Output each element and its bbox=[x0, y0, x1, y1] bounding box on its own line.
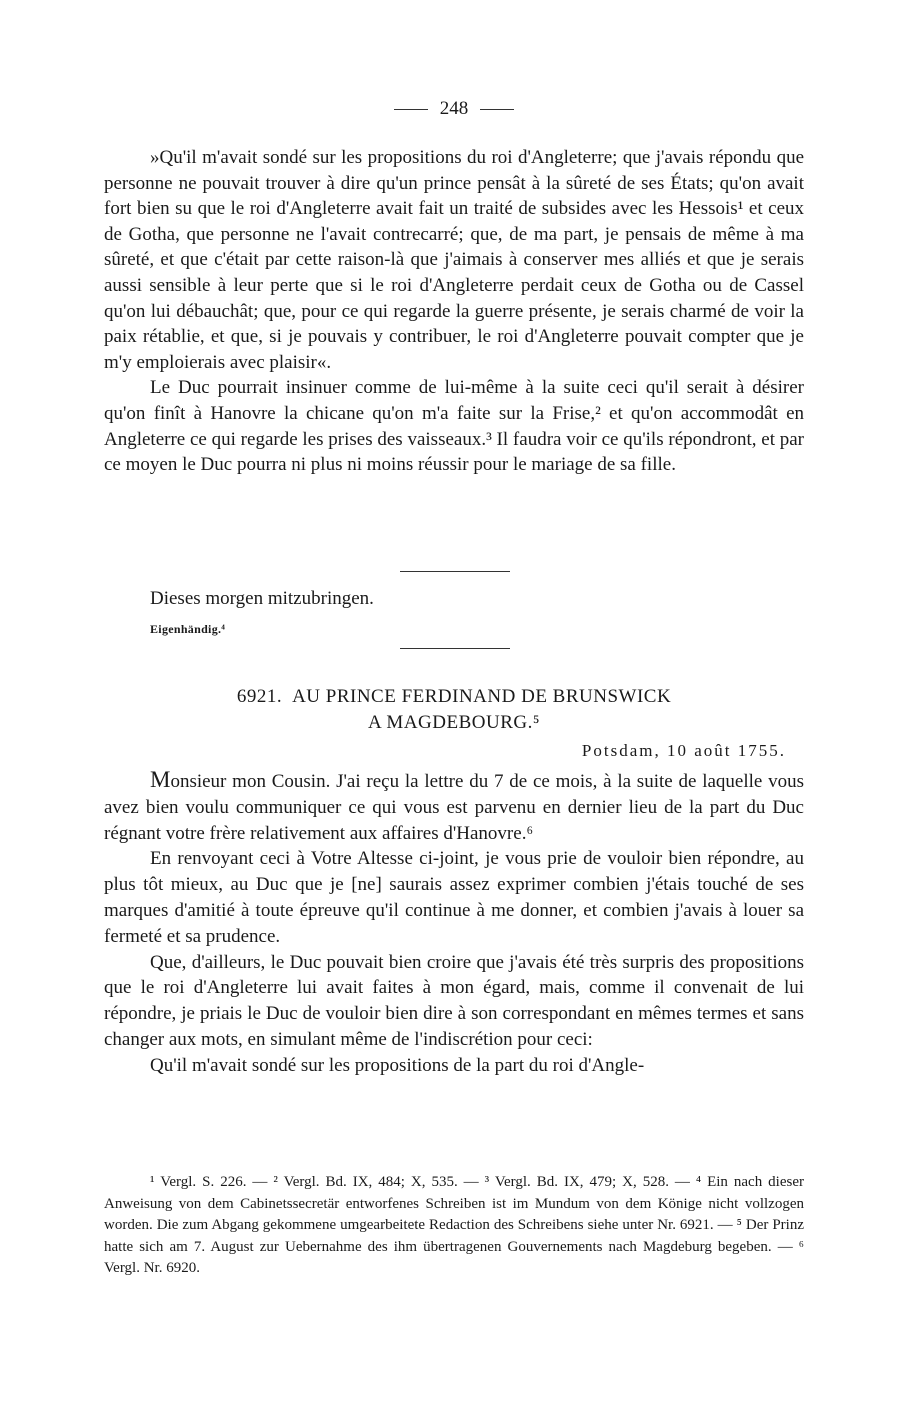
letter-heading bbox=[174, 684, 734, 736]
postscript: Dieses morgen mitzubringen. bbox=[150, 588, 374, 609]
heading-line-1: AU PRINCE FERDINAND DE BRUNSWICK bbox=[292, 686, 672, 707]
page-number: 248 bbox=[439, 98, 469, 119]
paragraph: En renvoyant ceci à Votre Altesse ci-joint, je vous prie de vouloir bien répondre, au plus tôt mieux, au Duc que je [ne] saurais assez exprimer combien j'étais touché de ses marques d'amitié à toute épreuve qu'il continue à me donner, et combien j'avais à louer sa fermeté et sa prudence. bbox=[104, 848, 804, 947]
heading-line-2: A MAGDEBOURG.⁵ bbox=[368, 712, 540, 733]
footnotes bbox=[104, 1172, 804, 1280]
paragraph-text: onsieur mon Cousin. J'ai reçu la lettre du 7 de ce mois, à la suite de laquelle vous avez bien voulu communiquer ce qui vous est parvenu en dernier lieu de la part du Duc régnant votre frère relativement aux affaires d'Hanovre.⁶ bbox=[104, 771, 804, 844]
letter-body bbox=[104, 767, 804, 1079]
letter-number: 6921. bbox=[236, 686, 283, 707]
section-body-1 bbox=[104, 145, 804, 478]
section-divider bbox=[400, 571, 510, 572]
paragraph: Que, d'ailleurs, le Duc pouvait bien croire que j'avais été très surpris des propositions que le roi d'Angleterre lui avait faites à mon égard, mais, comme il convenait de lui répondre, je priais le Duc de vouloir bien dire à son correspondant en mêmes termes et sans changer aux mots, en simulant même de l'indiscrétion pour ceci: bbox=[104, 951, 804, 1050]
dateline: Potsdam, 10 août 1755. bbox=[581, 741, 786, 760]
footnote-text: ¹ Vergl. S. 226. — ² Vergl. Bd. IX, 484; X, 535. — ³ Vergl. Bd. IX, 479; X, 528. — ⁴ Ein nach dieser Anweisung von dem Cabinetssecretär entworfenes Schreiben ist im Mundum von dem Könige nicht vollzogen worden. Die zum Abgang gekommene umgearbeitete Redaction des Schreibens siehe unter Nr. 6921. — ⁵ Der Prinz hatte sich am 7. August zur Uebernahme des ihm übertragenen Gouvernements nach Magdeburg begeben. — ⁶ Vergl. Nr. 6920. bbox=[104, 1174, 804, 1277]
paragraph: Le Duc pourrait insinuer comme de lui-même à la suite ceci qu'il serait à désirer qu'on finît à Hanovre la chicane qu'on m'a faite sur la Frise,² et qu'on accommodât en Angleterre ce qui regarde les prises des vaisseaux.³ Il faudra voir ce qu'ils répondront, et par ce moyen le Duc pourra ni plus ni moins réussir pour le mariage de sa fille. bbox=[104, 377, 804, 476]
page-header bbox=[104, 98, 804, 120]
paragraph: Qu'il m'avait sondé sur les propositions de la part du roi d'Angle- bbox=[150, 1054, 645, 1076]
opening-initial: M bbox=[150, 767, 171, 792]
header-dash-left bbox=[394, 109, 428, 110]
paragraph: »Qu'il m'avait sondé sur les propositions du roi d'Angleterre; que j'avais répondu que personne ne pouvait trouver à dire qu'un prince pensât à la sûreté de ses États; qu'on avait fort bien su que le roi d'Angleterre avait fait un traité de subsides avec les Hessois¹ et ceux de Gotha, que personne ne l'avait contrecarré; que, de ma part, je pensais de même à ma sûreté, et que c'était par cette raison-là que j'aimais à conserver mes alliés et que je serais aussi sensible à leur perte que si le roi d'Angleterre perdait ceux de Gotha ou de Cassel qu'on lui débauchât; que, pour ce qui regarde la guerre présente, je serais charmé de voir la paix rétablie, et que, si je pouvais y contribuer, le roi d'Angleterre pouvait compter que je m'y emploierais avec plaisir«. bbox=[104, 147, 804, 373]
signature-note: Eigenhändig.⁴ bbox=[150, 622, 226, 636]
paragraph bbox=[104, 767, 804, 846]
header-dash-right bbox=[480, 109, 514, 110]
section-divider bbox=[400, 648, 510, 649]
